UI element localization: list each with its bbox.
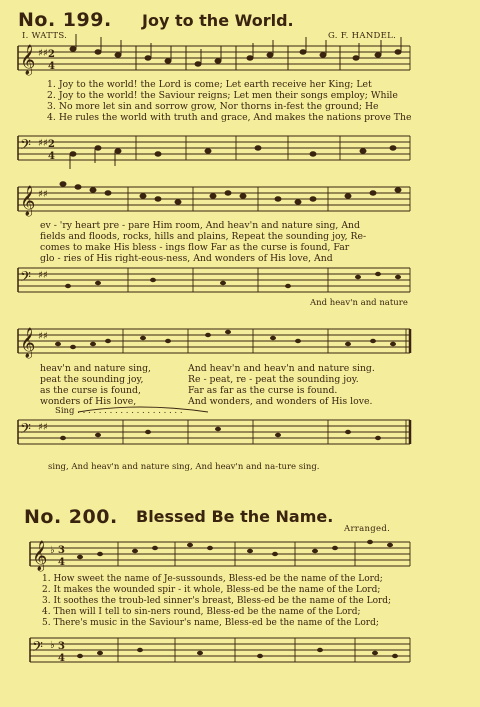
hymn-200-verse-5: 5. There's music in the Saviour's name, Bless-ed be the name of the Lord;	[42, 618, 379, 628]
svg-text:♭: ♭	[50, 640, 55, 651]
system-3-col2-verse-1: And heav'n and heav'n and nature sing.	[188, 363, 375, 374]
system-1-verse-1: 1. Joy to the world! the Lord is come; Let earth receive her King; Let	[47, 79, 372, 90]
svg-text:𝄢: 𝄢	[20, 137, 31, 157]
hymn-200-verse-3: 3. It soothes the troub-led sinner's breast, Bless-ed be the name of the Lord;	[42, 596, 392, 606]
svg-text:4: 4	[48, 151, 55, 162]
system-2-bass-text: And heav'n and nature	[310, 298, 408, 308]
system-1-treble-staff	[18, 42, 414, 76]
svg-text:♯♯: ♯♯	[38, 270, 48, 281]
svg-text:𝄢: 𝄢	[20, 269, 31, 289]
svg-text:3: 3	[58, 545, 65, 556]
hymn-199-number: No. 199.	[18, 9, 112, 31]
system-3-treble-staff	[18, 325, 414, 359]
hymn-199-words-credit: I. WATTS.	[22, 31, 68, 41]
system-2-verse-2: fields and floods, rocks, hills and plains, Repeat the sounding joy, Re-	[40, 231, 367, 242]
svg-text:𝄞: 𝄞	[32, 541, 48, 571]
system-3-bass-staff	[18, 416, 414, 450]
svg-text:𝄢: 𝄢	[20, 421, 31, 441]
svg-text:♯♯: ♯♯	[38, 331, 48, 342]
svg-text:2: 2	[48, 139, 55, 150]
system-3-col2-verse-3: Far as far as the curse is found.	[188, 385, 338, 396]
system-3-col2-verse-4: And wonders, and wonders of His love.	[188, 396, 373, 407]
hymn-200-credit: Arranged.	[344, 524, 391, 534]
system-2-treble-staff	[18, 183, 414, 217]
hymn-200-bass-staff	[30, 634, 414, 670]
system-2-bass-staff	[18, 264, 414, 298]
hymn-200-verse-1: 1. How sweet the name of Je-sussounds, Bless-ed be the name of the Lord;	[42, 574, 383, 584]
svg-text:𝄞: 𝄞	[20, 186, 36, 216]
svg-text:♯♯: ♯♯	[38, 48, 48, 59]
system-2-verse-1: ev - 'ry heart pre - pare Him room, And heav'n and nature sing, And	[40, 220, 360, 231]
svg-text:4: 4	[48, 61, 55, 72]
svg-text:4: 4	[58, 653, 65, 664]
system-3-sing-line: Sing . . . . . . . . . . . . . . . . . . . .	[55, 406, 183, 416]
system-3-bass-text: sing, And heav'n and nature sing, And heav'n and na-ture sing.	[48, 462, 320, 472]
svg-text:𝄞: 𝄞	[20, 328, 36, 358]
hymn-200-treble-staff	[30, 536, 414, 570]
hymn-200-verse-4: 4. Then will I tell to sin-ners round, Bless-ed be the name of the Lord;	[42, 607, 361, 617]
system-2-verse-4: glo - ries of His right-eous-ness, And wonders of His love, And	[40, 253, 333, 264]
svg-text:2: 2	[48, 49, 55, 60]
svg-text:♯♯: ♯♯	[38, 138, 48, 149]
hymn-200-title: Blessed Be the Name.	[136, 507, 334, 526]
svg-text:3: 3	[58, 641, 65, 652]
svg-text:𝄞: 𝄞	[20, 45, 36, 75]
system-1-bass-staff	[18, 132, 414, 166]
svg-text:4: 4	[58, 557, 65, 568]
hymn-199-title: Joy to the World.	[142, 11, 294, 30]
system-3-col1-verse-2: peat the sounding joy,	[40, 374, 144, 385]
system-1-verse-4: 4. He rules the world with truth and grace, And makes the nations prove The	[47, 112, 412, 123]
hymn-199-music-credit: G. F. HANDEL.	[328, 31, 397, 41]
system-3-col1-verse-4: wonders of His love,	[40, 396, 137, 407]
svg-text:♯♯: ♯♯	[38, 422, 48, 433]
system-1-verse-2: 2. Joy to the world! the Saviour reigns; Let men their songs employ; While	[47, 90, 398, 101]
system-1-verse-3: 3. No more let sin and sorrow grow, Nor thorns in-fest the ground; He	[47, 101, 379, 112]
hymn-200-verse-2: 2. It makes the wounded spir - it whole, Bless-ed be the name of the Lord;	[42, 585, 381, 595]
system-2-verse-3: comes to make His bless - ings flow Far as the curse is found, Far	[40, 242, 350, 253]
hymn-200-number: No. 200.	[24, 506, 118, 528]
system-3-col2-verse-2: Re - peat, re - peat the sounding joy.	[188, 374, 359, 385]
svg-text:𝄢: 𝄢	[32, 639, 43, 659]
svg-text:♯♯: ♯♯	[38, 189, 48, 200]
system-3-col1-verse-1: heav'n and nature sing,	[40, 363, 152, 374]
svg-text:♭: ♭	[50, 545, 55, 556]
system-3-col1-verse-3: as the curse is found,	[40, 385, 141, 396]
